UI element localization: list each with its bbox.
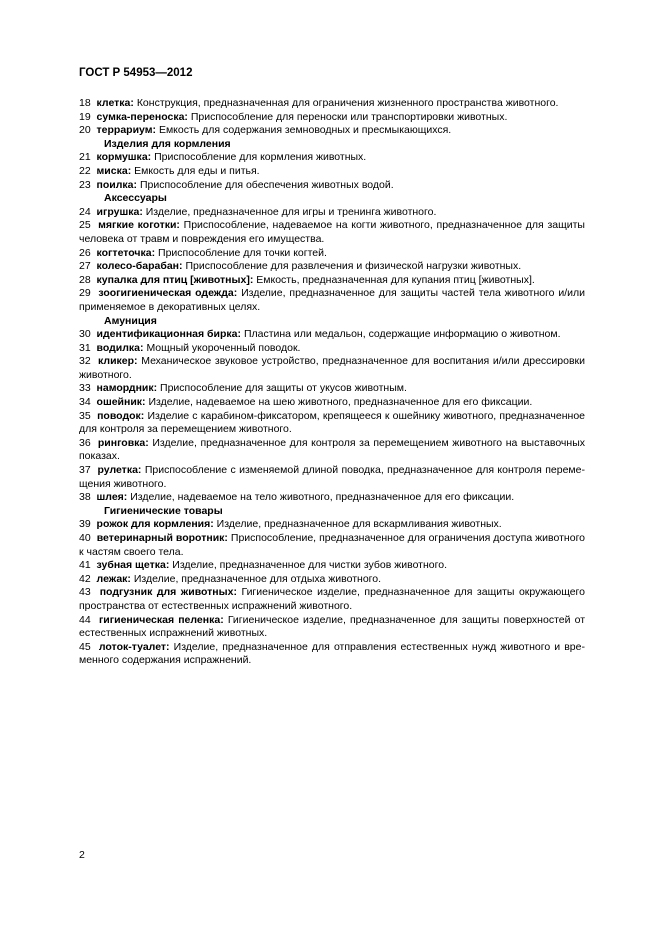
term-number: 36 <box>79 436 91 449</box>
term-number: 37 <box>79 464 91 477</box>
term-number: 21 <box>79 151 91 164</box>
term-definition: Гигиеническое изделие, предназначенное для защиты поверхностей от естественных испражнений животных. <box>79 613 585 640</box>
term-number: 20 <box>79 124 91 137</box>
term-definition: Изделие с карабином-фиксатором, крепящееся к ошейнику животного, предназначенное для контроля за перемещением животного. <box>79 409 585 436</box>
term-number: 28 <box>79 273 91 286</box>
term-name: рожок для кормления: <box>96 518 214 531</box>
term-name: миска: <box>96 164 132 177</box>
term-number: 24 <box>79 205 91 218</box>
term-name: ошейник: <box>96 396 146 409</box>
term-entry <box>79 573 585 587</box>
term-number: 39 <box>79 518 91 531</box>
term-name: мягкие коготки: <box>98 219 180 232</box>
term-entry <box>79 151 585 165</box>
term-definition: Приспособление для защиты от укусов животным. <box>160 382 407 395</box>
term-number: 42 <box>79 572 91 585</box>
term-entry <box>79 559 585 573</box>
term-name: террариум: <box>96 124 157 137</box>
term-name: идентификационная бирка: <box>96 328 242 341</box>
term-name: водилка: <box>96 341 144 354</box>
term-definition: Пластина или медальон, содержащие информацию о животном. <box>243 328 561 341</box>
term-definition: Приспособление для точки когтей. <box>158 246 327 259</box>
term-definition: Изделие, предназначенное для вскармливания животных. <box>216 518 502 531</box>
term-name: игрушка: <box>96 205 143 218</box>
term-definition: Емкость, предназначенная для купания птиц [животных]. <box>256 273 535 286</box>
term-entry <box>79 165 585 179</box>
section-heading: Амуниция <box>104 314 157 327</box>
term-name: кормушка: <box>96 151 152 164</box>
term-entry <box>79 614 585 641</box>
term-name: колесо-барабан: <box>96 260 183 273</box>
term-name: поилка: <box>96 178 138 191</box>
term-number: 22 <box>79 164 91 177</box>
term-entry <box>79 342 585 356</box>
term-definition: Изделие, надеваемое на тело животного, предназначенное для его фиксации. <box>130 491 515 504</box>
term-number: 23 <box>79 178 91 191</box>
term-entry <box>79 355 585 382</box>
term-entry <box>79 179 585 193</box>
term-entry <box>79 111 585 125</box>
term-number: 43 <box>79 586 91 599</box>
terms-list <box>79 97 585 668</box>
term-entry <box>79 219 585 246</box>
term-definition: Изделие, предназначенное для отправления естественных нужд животного и временного содержания испражнений. <box>79 640 585 667</box>
term-name: шлея: <box>96 491 128 504</box>
term-definition: Изделие, предназначенное для чистки зубов животного. <box>172 559 447 572</box>
term-number: 26 <box>79 246 91 259</box>
term-entry <box>79 464 585 491</box>
term-name: ветеринарный воротник: <box>96 532 228 544</box>
section-heading: Гигиенические товары <box>104 504 223 517</box>
term-entry <box>79 274 585 288</box>
term-entry <box>79 532 585 559</box>
term-name: подгузник для животных: <box>99 586 237 599</box>
term-entry <box>79 247 585 261</box>
term-entry <box>79 328 585 342</box>
term-entry <box>79 260 585 274</box>
term-definition: Мощный укороченный поводок. <box>146 341 301 354</box>
term-name: кликер: <box>98 355 138 368</box>
term-definition: Приспособление для развлечения и физической нагрузки животных. <box>185 260 522 273</box>
term-definition: Гигиеническое изделие, предназначенное для защиты окружающего пространства от естественных испражнений животного. <box>79 586 585 612</box>
term-entry <box>79 124 585 138</box>
term-definition: Изделие, надеваемое на шею животного, предназначенное для его фиксации. <box>148 396 533 409</box>
term-number: 38 <box>79 491 91 504</box>
term-number: 18 <box>79 97 91 109</box>
term-name: сумка-переноска: <box>96 110 188 123</box>
term-name: клетка: <box>96 97 134 109</box>
term-entry <box>79 586 585 613</box>
term-number: 34 <box>79 396 91 409</box>
term-definition: Приспособление с изменяемой длиной поводка, предназначенное для контроля перемещения животного. <box>79 464 585 490</box>
term-number: 35 <box>79 409 91 422</box>
term-entry <box>79 518 585 532</box>
term-name: когтеточка: <box>96 246 156 259</box>
term-entry <box>79 97 585 111</box>
term-name: намордник: <box>96 382 158 395</box>
term-entry <box>79 410 585 437</box>
term-number: 40 <box>79 532 91 544</box>
term-definition: Изделие, предназначенное для игры и тренинга животного. <box>145 205 437 218</box>
term-definition: Приспособление для переноски или транспортировки животных. <box>190 110 508 123</box>
term-number: 19 <box>79 110 91 123</box>
term-entry <box>79 437 585 464</box>
term-entry <box>79 287 585 314</box>
term-name: поводок: <box>97 409 145 422</box>
term-number: 45 <box>79 640 91 653</box>
section-heading: Изделия для кормления <box>104 137 231 150</box>
term-entry <box>79 206 585 220</box>
term-entry <box>79 382 585 396</box>
term-entry <box>79 641 585 668</box>
term-number: 32 <box>79 355 91 368</box>
term-definition: Емкость для еды и питья. <box>134 164 260 177</box>
term-definition: Механическое звуковое устройство, предназначенное для воспитания и/или дрессировки животного. <box>79 355 586 381</box>
term-entry <box>79 396 585 410</box>
term-definition: Изделие, предназначенное для защиты частей тела животного и/или применяемое в декоративных целях. <box>79 287 585 313</box>
term-number: 27 <box>79 260 91 273</box>
term-number: 29 <box>79 287 91 300</box>
term-number: 44 <box>79 613 91 626</box>
term-number: 33 <box>79 382 91 395</box>
term-name: гигиеническая пеленка: <box>98 613 224 626</box>
term-name: лежак: <box>96 572 131 585</box>
term-definition: Приспособление, предназначенное для ограничения доступа животного к частям своего тела. <box>79 532 586 558</box>
term-number: 25 <box>79 219 91 232</box>
term-name: зубная щетка: <box>96 559 170 572</box>
term-number: 41 <box>79 559 91 572</box>
term-name: рулетка: <box>97 464 142 477</box>
term-definition: Емкость для содержания земноводных и пресмыкающихся. <box>158 124 452 137</box>
section-heading: Аксессуары <box>104 192 167 205</box>
term-definition: Конструкция, предназначенная для ограничения жизненного пространства животного. <box>136 97 559 109</box>
term-definition: Приспособление, надеваемое на когти животного, предназначенное для защиты человека от травм и повреждения его имущества. <box>79 219 585 245</box>
term-entry <box>79 491 585 505</box>
term-name: купалка для птиц [животных]: <box>96 273 254 286</box>
term-name: зоогигиеническая одежда: <box>98 287 238 300</box>
term-definition: Приспособление для обеспечения животных водой. <box>139 178 394 191</box>
term-name: ринговка: <box>97 436 149 449</box>
term-number: 31 <box>79 341 91 354</box>
term-name: лоток-туалет: <box>98 640 170 653</box>
page-number: 2 <box>79 849 85 861</box>
term-definition: Изделие, предназначенное для отдыха животного. <box>133 572 382 585</box>
standard-designation: ГОСТ Р 54953—2012 <box>79 67 193 79</box>
term-definition: Изделие, предназначенное для контроля за перемещением животного на выставочных показах. <box>79 436 585 463</box>
term-definition: Приспособление для кормления животных. <box>154 151 367 164</box>
term-number: 30 <box>79 328 91 341</box>
